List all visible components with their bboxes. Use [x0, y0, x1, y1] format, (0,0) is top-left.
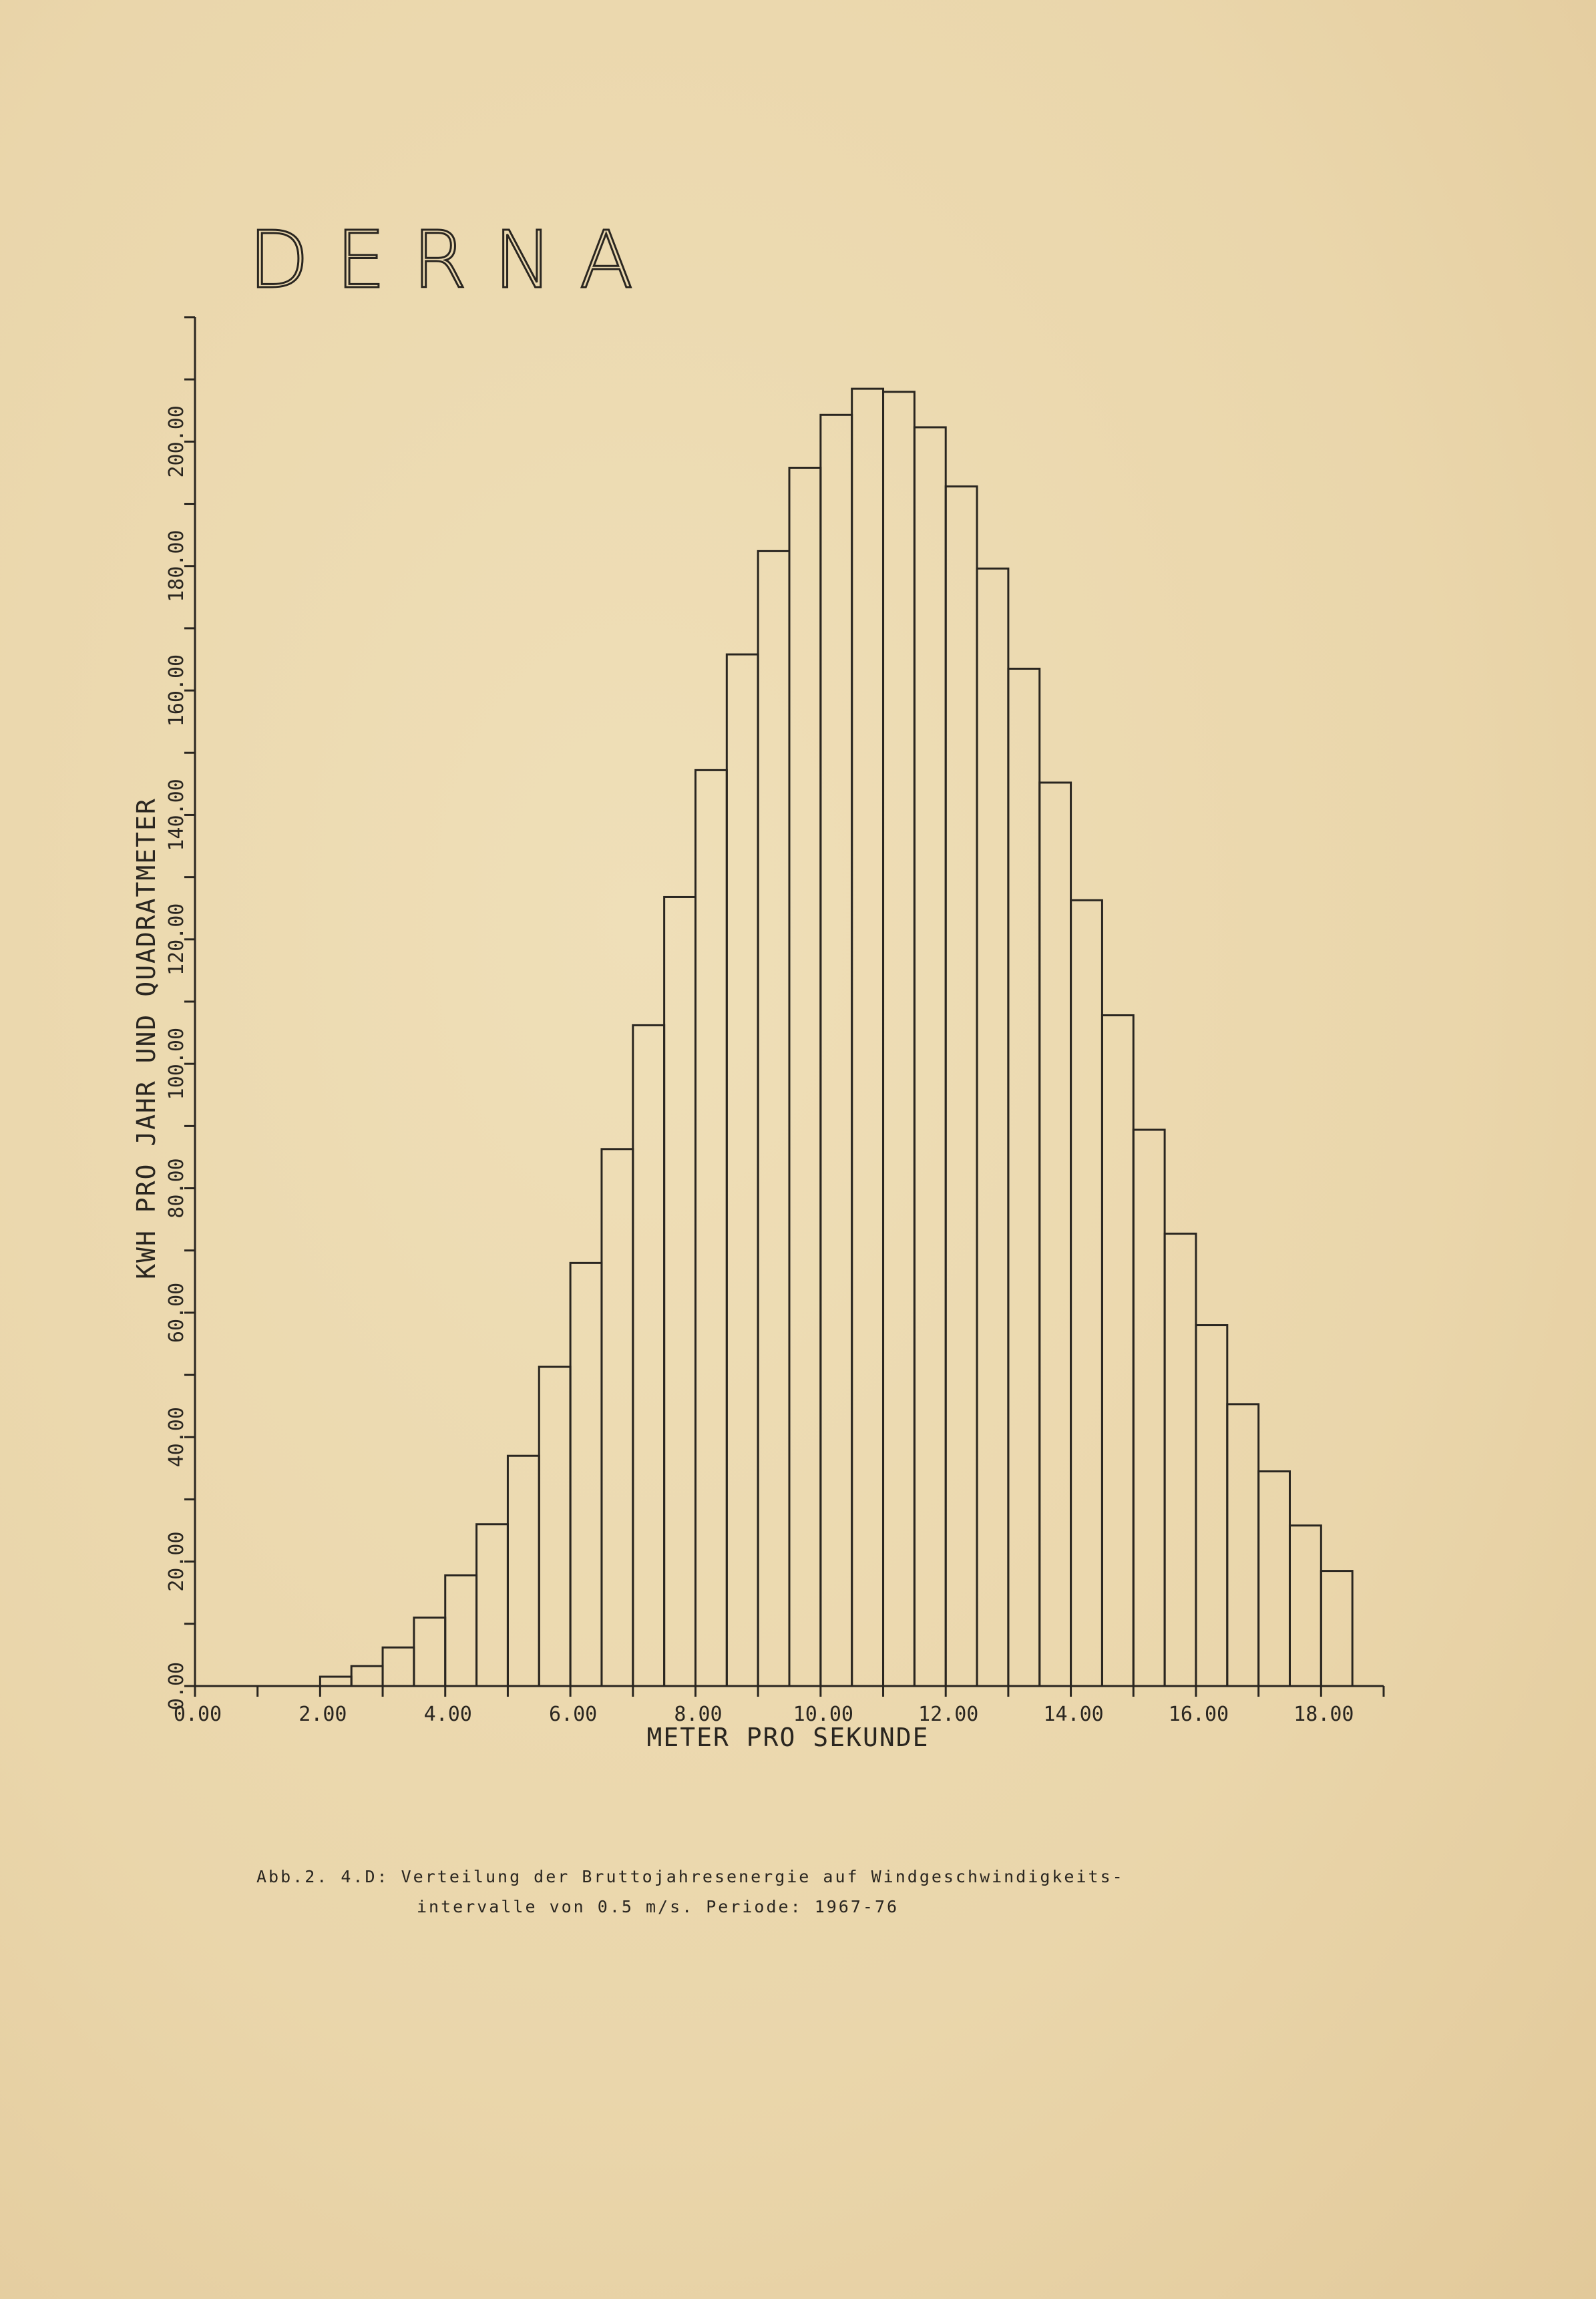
histogram-bar	[570, 1263, 602, 1686]
x-tick-label: 16.00	[1168, 1703, 1229, 1726]
y-tick-label: 160.00	[165, 654, 188, 727]
histogram-bar	[508, 1456, 539, 1686]
x-tick-label: 2.00	[298, 1703, 347, 1726]
y-tick-label: 80.00	[165, 1158, 188, 1219]
y-tick-label: 0.00	[165, 1661, 188, 1711]
histogram-bar	[1008, 668, 1040, 1686]
histogram-bar	[1259, 1472, 1290, 1686]
histogram-bar	[539, 1367, 570, 1686]
histogram-bar	[1196, 1325, 1227, 1686]
histogram-bar	[1227, 1404, 1259, 1686]
x-tick-label: 6.00	[548, 1703, 598, 1726]
histogram-bar	[1102, 1016, 1133, 1687]
bars-group	[320, 389, 1352, 1686]
y-tick-label: 200.00	[165, 405, 188, 478]
histogram-bar	[1321, 1571, 1352, 1686]
histogram-bar	[383, 1647, 414, 1686]
x-tick-label: 0.00	[173, 1703, 222, 1726]
histogram-bar	[1289, 1526, 1321, 1686]
histogram-bar	[633, 1025, 664, 1686]
x-axis-label: METER PRO SEKUNDE	[646, 1723, 930, 1752]
station-title: DERNA	[248, 214, 660, 306]
x-tick-label: 8.00	[674, 1703, 723, 1726]
y-tick-label: 180.00	[165, 530, 188, 602]
histogram-bar	[914, 427, 946, 1686]
histogram-bar	[445, 1575, 477, 1686]
x-tick-label: 12.00	[918, 1703, 979, 1726]
histogram-bar	[727, 654, 758, 1686]
histogram-bar	[602, 1149, 633, 1686]
caption-line-2: intervalle von 0.5 m/s. Periode: 1967-76	[417, 1897, 900, 1916]
histogram-bar	[758, 551, 789, 1686]
histogram-bar	[1071, 900, 1103, 1686]
histogram-bar	[351, 1666, 383, 1686]
histogram-bar	[477, 1524, 508, 1686]
histogram-bar	[664, 897, 696, 1686]
histogram-bar	[789, 468, 821, 1687]
histogram-bar	[883, 392, 915, 1686]
histogram-bar	[946, 486, 977, 1686]
x-tick-label: 4.00	[423, 1703, 472, 1726]
y-axis-label: KWH PRO JAHR UND QUADRATMETER	[132, 797, 161, 1279]
y-tick-label: 140.00	[165, 779, 188, 851]
y-tick-label: 60.00	[165, 1282, 188, 1343]
histogram-bar	[1040, 783, 1071, 1686]
histogram-bar	[1133, 1130, 1165, 1686]
figure-caption	[256, 1862, 1525, 1922]
y-tick-label: 120.00	[165, 903, 188, 976]
x-tick-label: 10.00	[793, 1703, 853, 1726]
histogram-bar	[852, 389, 883, 1686]
x-tick-label: 14.00	[1043, 1703, 1104, 1726]
y-tick-label: 40.00	[165, 1407, 188, 1468]
y-tick-label: 20.00	[165, 1531, 188, 1592]
histogram-bar	[821, 415, 852, 1686]
histogram-bar	[1165, 1234, 1196, 1686]
histogram-bar	[695, 770, 727, 1686]
y-tick-label: 100.00	[165, 1027, 188, 1100]
histogram-bar	[977, 568, 1008, 1686]
x-tick-label: 18.00	[1293, 1703, 1354, 1726]
caption-line-1: Abb.2. 4.D: Verteilung der Bruttojahresenergie auf Windgeschwindigkeits-	[256, 1867, 1125, 1886]
x-axis-ticks	[174, 1686, 1384, 1726]
histogram-bar	[320, 1677, 351, 1686]
histogram-bar	[414, 1618, 445, 1687]
y-axis-ticks	[165, 317, 195, 1710]
